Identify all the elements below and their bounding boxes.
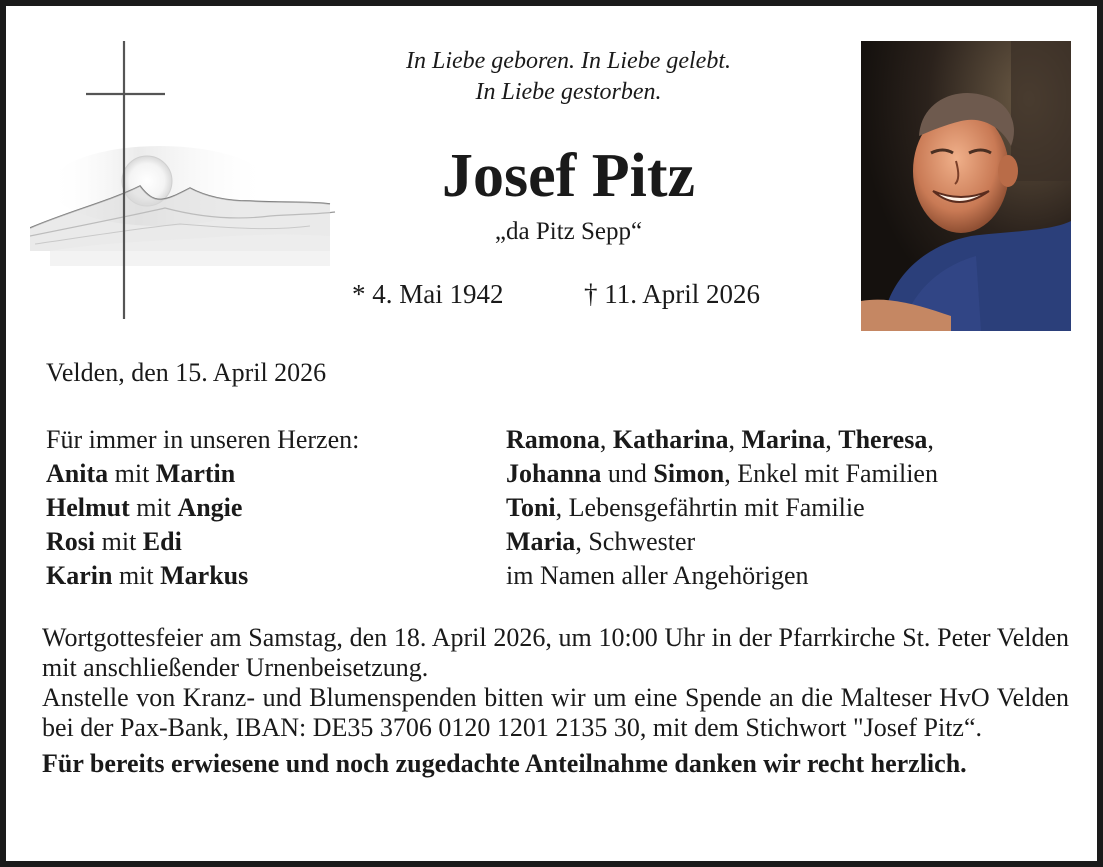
mourner-text: , Lebensgefährtin mit Familie [555, 493, 865, 522]
mourner-name: Katharina [612, 425, 729, 454]
service-info: Wortgottesfeier am Samstag, den 18. April 2026, um 10:00 Uhr in der Pfarrkirche St. Peter Velden mit anschließender Urnenbeisetzung. [42, 623, 1069, 682]
mourner-line [46, 491, 359, 525]
memorial-motto [306, 46, 831, 108]
mourner-line [46, 525, 359, 559]
mourner-name: Toni [506, 493, 556, 522]
mourner-line [46, 423, 359, 457]
mourner-name: Martin [155, 459, 236, 488]
mourner-text: , [927, 425, 934, 454]
deceased-name: Josef Pitz [441, 142, 696, 210]
mourners-list-right [506, 423, 938, 593]
portrait-photo [861, 41, 1071, 331]
mourner-name: Anita [46, 459, 109, 488]
motto-line-1: In Liebe geboren. In Liebe gelebt. [405, 48, 732, 74]
mourner-name: Markus [160, 561, 249, 590]
mourner-name: Helmut [46, 493, 130, 522]
notice-text [42, 623, 1069, 779]
mourner-line [46, 457, 359, 491]
mourner-name: Rosi [46, 527, 96, 556]
mourner-name: Simon [653, 459, 725, 488]
mourner-name: Edi [142, 527, 182, 556]
mourner-text: und [601, 459, 654, 488]
mourners-list-left [46, 423, 359, 593]
mourner-text: , [825, 425, 839, 454]
mourner-line [506, 457, 938, 491]
mourner-name: Karin [46, 561, 113, 590]
mourner-name: Johanna [506, 459, 602, 488]
mourner-text: im Namen aller Angehörigen [506, 561, 809, 590]
mourner-text: mit [95, 527, 143, 556]
mourner-text: Für immer in unseren Herzen: [46, 425, 360, 454]
deceased-nickname: „da Pitz Sepp“ [494, 218, 643, 245]
mourner-text: , Enkel mit Familien [724, 459, 938, 488]
mourner-name: Theresa [838, 425, 928, 454]
mourner-name: Maria [506, 527, 576, 556]
mourner-line [506, 491, 938, 525]
mourner-text: , [599, 425, 613, 454]
place-and-date: Velden, den 15. April 2026 [46, 358, 327, 387]
mourner-line [506, 525, 938, 559]
birth-date: * 4. Mai 1942 [352, 279, 504, 309]
mourner-name: Ramona [506, 425, 600, 454]
mourner-line [506, 559, 938, 593]
thank-you-note: Für bereits erwiesene und noch zugedachte Anteilnahme danken wir recht herzlich. [42, 749, 967, 778]
death-date: † 11. April 2026 [584, 279, 761, 309]
mourner-name: Angie [177, 493, 243, 522]
cross-landscape-illustration [30, 36, 340, 326]
mourner-text: , Schwester [575, 527, 696, 556]
donation-request: Anstelle von Kranz- und Blumenspenden bitten wir um eine Spende an die Malteser HvO Velden bei der Pax-Bank, IBAN: DE35 3706 0120 1201 2135 30, mit dem Stichwort "Josef Pitz“. [42, 683, 1069, 742]
mourner-text: mit [112, 561, 161, 590]
mourner-line [46, 559, 359, 593]
mourner-text: , [728, 425, 742, 454]
mourner-text: mit [129, 493, 178, 522]
mourner-line [506, 423, 938, 457]
motto-line-2: In Liebe gestorben. [475, 79, 662, 105]
mourner-text: mit [108, 459, 156, 488]
mourner-name: Marina [741, 425, 826, 454]
